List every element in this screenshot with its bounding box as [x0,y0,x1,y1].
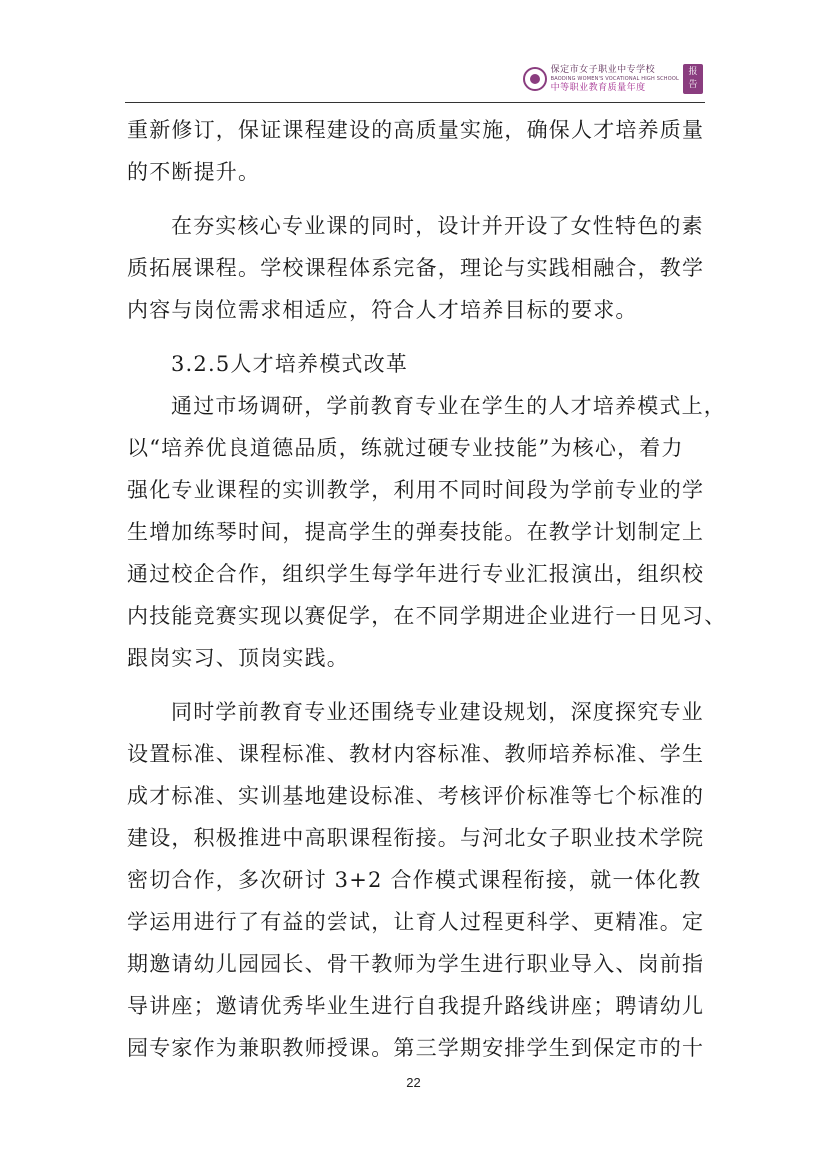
badge-char-2: 告 [688,80,698,90]
school-logo-text [551,66,679,93]
text-line: 成才标准、实训基地建设标准、考核评价标准等七个标准的 [127,784,705,808]
text-line: 内技能竞赛实现以赛促学，在不同学期进企业进行一日见习、 [127,604,727,628]
report-badge [683,64,703,94]
header-divider [125,102,705,103]
text-line: 通过校企合作，组织学生每学年进行专业汇报演出，组织校 [127,562,705,586]
text-line: 密切合作，多次研讨 3+2 合作模式课程衔接，就一体化教 [127,868,702,892]
text-line: 质拓展课程。学校课程体系完备，理论与实践相融合，教学 [127,256,705,280]
school-name-cn: 保定市女子职业中专学校 [550,64,656,75]
section-heading [127,343,717,385]
badge-char-1: 报 [688,67,698,77]
text-line: 跟岗实习、顶岗实践。 [127,646,349,670]
paragraph-continuation [127,109,717,193]
text-line: 导讲座；邀请优秀毕业生进行自我提升路线讲座；聘请幼儿 [127,994,705,1018]
text-line: 重新修订，保证课程建设的高质量实施，确保人才培养质量 [127,118,705,142]
paragraph-training-mode [127,385,727,679]
text-line: 生增加练琴时间，提高学生的弹奏技能。在教学计划制定上 [127,520,705,544]
text-line: 同时学前教育专业还围绕专业建设规划，深度探究专业 [171,700,704,724]
paragraph-standards [127,691,717,1069]
text-line: 强化专业课程的实训教学，利用不同时间段为学前专业的学 [127,478,705,502]
text-line: 建设，积极推进中高职课程衔接。与河北女子职业技术学院 [127,826,705,850]
paragraph-course-design [127,205,717,331]
text-line: 通过市场调研，学前教育专业在学生的人才培养模式上， [171,394,726,418]
heading-text: 3.2.5人才培养模式改革 [171,352,409,376]
page-number: 22 [406,1075,421,1090]
school-logo [523,64,703,94]
text-line: 学运用进行了有益的尝试，让育人过程更科学、更精准。定 [127,910,705,934]
report-title: 中等职业教育质量年度 [550,82,646,93]
text-line: 期邀请幼儿园园长、骨干教师为学生进行职业导入、岗前指 [127,952,705,976]
school-name-en: BAODING WOMEN'S VOCATIONAL HIGH SCHOOL [550,75,679,82]
text-line: 在夯实核心专业课的同时，设计并开设了女性特色的素 [171,214,704,238]
text-line: 设置标准、课程标准、教材内容标准、教师培养标准、学生 [127,742,705,766]
text-line: 内容与岗位需求相适应，符合人才培养目标的要求。 [127,298,638,322]
school-emblem-icon [523,67,547,91]
text-line: 园专家作为兼职教师授课。第三学期安排学生到保定市的十 [127,1036,705,1060]
text-line: 的不断提升。 [127,160,261,184]
page-header [125,60,705,102]
text-line: 以“培养优良道德品质，练就过硬专业技能”为核心，着力 [127,436,684,460]
document-body [127,109,727,1069]
